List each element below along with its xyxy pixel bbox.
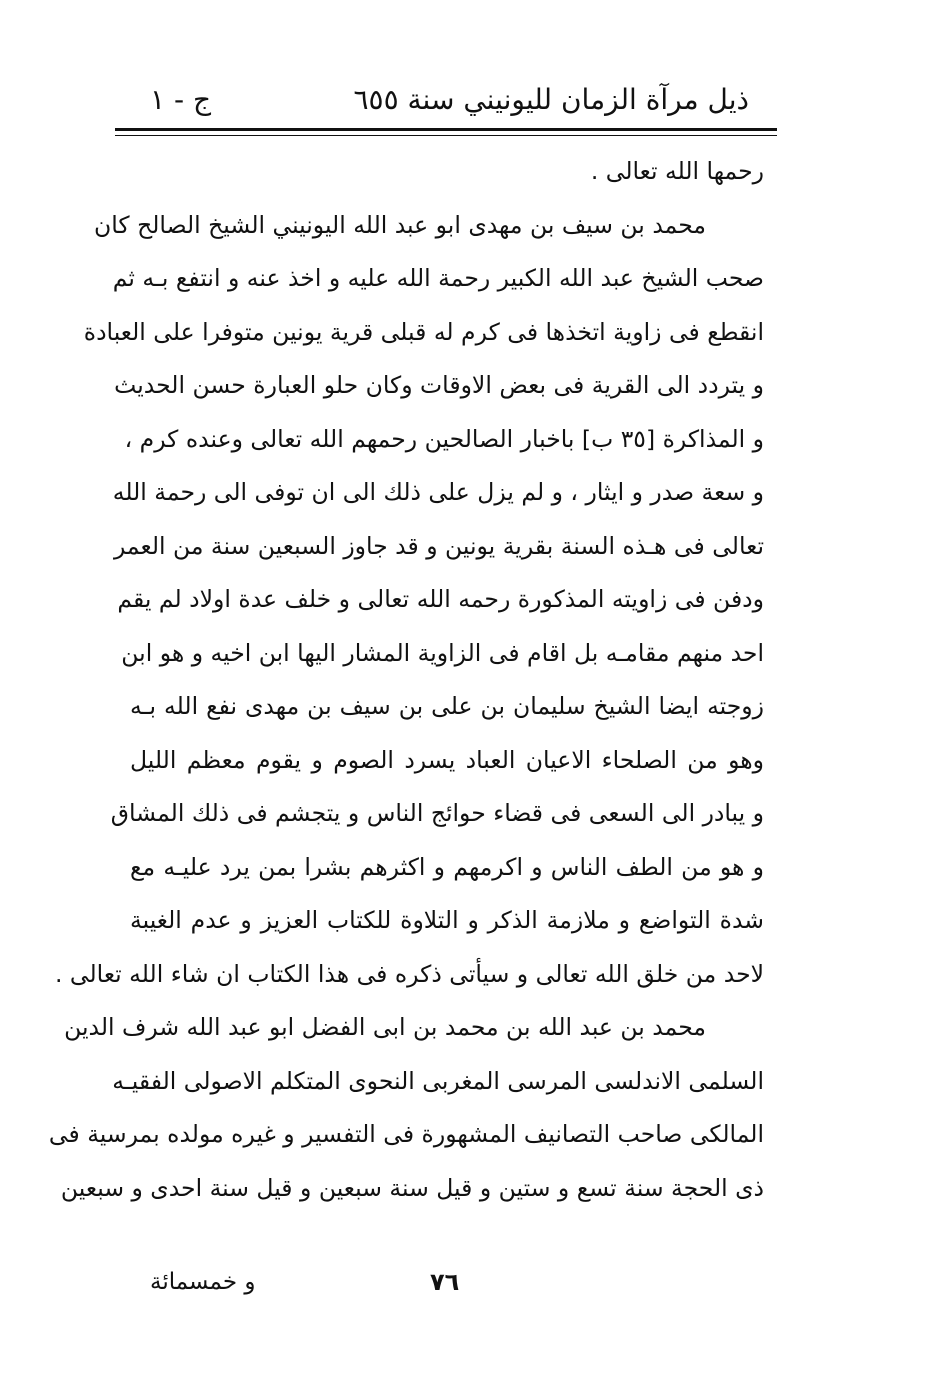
text-line: و سعة صدر و ايثار ، و لم يزل على ذلك الى ان توفى الى رحمة الله — [112, 478, 764, 506]
text-line: زوجته ايضا الشيخ سليمان بن على بن سيف بن مهدى نفع الله بـه — [130, 692, 764, 720]
text-line: و يتردد الى القرية فى بعض الاوقات وكان حلو العبارة حسن الحديث — [114, 371, 764, 399]
header-title: ذيل مرآة الزمان لليونيني سنة ٦٥٥ — [353, 83, 749, 116]
text-line: وهو من الصلحاء الاعيان العباد يسرد الصوم و يقوم معظم الليل — [130, 745, 764, 774]
text-line: لاحد من خلق الله تعالى و سيأتى ذكره فى هذا الكتاب ان شاء الله تعالى . — [54, 959, 764, 988]
text-line: محمد بن عبد الله بن محمد بن ابى الفضل ابو عبد الله شرف الدين — [64, 1013, 706, 1041]
page-number: ٧٦ — [430, 1268, 460, 1296]
header-rule-thin — [115, 135, 777, 136]
running-header — [115, 70, 777, 130]
text-line: رحمها الله تعالى . — [590, 157, 764, 185]
text-line: انقطع فى زاوية اتخذها فى كرم له قبلى قرية يونين متوفرا على العبادة — [83, 317, 764, 346]
text-line: تعالى فى هـذه السنة بقرية يونين و قد جاوز السبعين سنة من العمر — [113, 531, 764, 560]
body-text — [48, 145, 764, 1215]
text-line: شدة التواضع و ملازمة الذكر و التلاوة للكتاب العزيز و عدم الغيبة — [130, 906, 764, 934]
text-line: المالكى صاحب التصانيف المشهورة فى التفسير و غيره مولده بمرسية فى — [48, 1120, 764, 1148]
text-line: السلمى الاندلسى المرسى المغربى النحوى المتكلم الاصولى الفقيـه — [112, 1066, 764, 1095]
text-line: احد منهم مقامـه بل اقام فى الزاوية المشار اليها ابن اخيه و هو ابن — [121, 638, 764, 667]
header-volume: ج - ١ — [150, 83, 212, 116]
text-line: و المذاكرة [٣٥ ب] باخبار الصالحين رحمهم الله تعالى وعنده كرم ، — [124, 424, 764, 453]
page-footer — [130, 1262, 764, 1302]
text-line: ذى الحجة سنة تسع و ستين و قيل سنة سبعين و قيل سنة احدى و سبعين — [60, 1173, 764, 1202]
text-line: و يبادر الى السعى فى قضاء حوائج الناس و يتجشم فى ذلك المشاق — [110, 799, 764, 827]
text-line: و هو من الطف الناس و اكرمهم و اكثرهم بشرا بمن يرد عليـه مع — [130, 852, 764, 881]
text-line: محمد بن سيف بن مهدى ابو عبد الله اليونيني الشيخ الصالح كان — [94, 210, 706, 239]
catchword: و خمسمائة — [150, 1269, 256, 1295]
text-line: ودفن فى زاويته المذكورة رحمه الله تعالى و خلف عدة اولاد لم يقم — [117, 585, 764, 613]
header-rule-thick — [115, 128, 777, 131]
text-line: صحب الشيخ عبد الله الكبير رحمة الله عليه و اخذ عنه و انتفع بـه ثم — [112, 264, 764, 292]
